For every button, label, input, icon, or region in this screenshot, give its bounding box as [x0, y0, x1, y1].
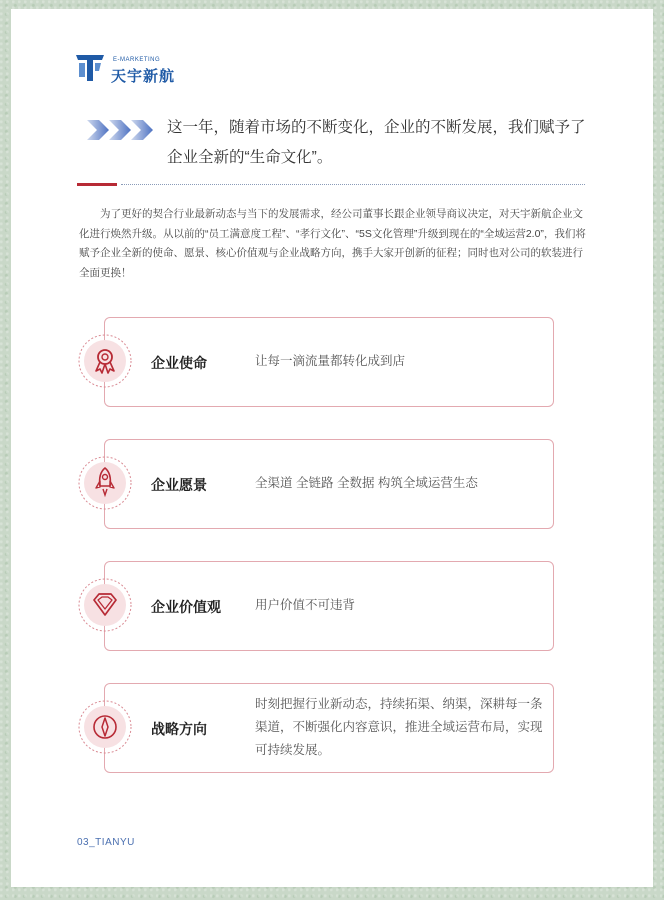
company-logo [75, 45, 195, 95]
page-footer: 03_TIANYU [77, 837, 135, 848]
logo-mark-icon [75, 51, 105, 83]
card-description: 时刻把握行业新动态，持续拓渠、纳渠，深耕每一条渠道，不断强化内容意识，推进全域运营布局，实现可持续发展。 [255, 697, 543, 757]
card-title: 企业愿景 [151, 477, 207, 493]
card-title: 企业使命 [151, 355, 207, 371]
logo-name: 天宇新航 [111, 68, 176, 85]
award-ribbon-icon [77, 333, 133, 389]
card-title: 企业价值观 [151, 599, 221, 615]
intro-heading: 这一年，随着市场的不断变化，企业的不断发展，我们赋予了企业全新的“生命文化”。 [167, 119, 586, 166]
section-divider [77, 183, 585, 187]
chevron-arrows-icon [85, 117, 157, 143]
card-description: 全渠道 全链路 全数据 构筑全域运营生态 [255, 476, 478, 490]
logo-subtitle: E-MARKETING [113, 57, 161, 63]
intro-paragraph: 为了更好的契合行业最新动态与当下的发展需求，经公司董事长跟企业领导商议决定，对天宇新航企业文化进行焕然升级。从以前的“员工满意度工程”、“孝行文化”、“5S文化管理”升级到现在的“全域运营2.0”，我们将赋予企业全新的使命、愿景、核心价值观与企业战略方向，携手大家开创新的征程；同时也对公司的软装进行全面更换！ [79, 208, 586, 279]
diamond-icon [77, 577, 133, 633]
card-title: 战略方向 [151, 721, 207, 737]
document-page [11, 9, 653, 887]
card-description: 用户价值不可违背 [255, 598, 356, 612]
compass-icon [77, 699, 133, 755]
rocket-icon [77, 455, 133, 511]
card-description: 让每一滴流量都转化成到店 [255, 354, 406, 368]
